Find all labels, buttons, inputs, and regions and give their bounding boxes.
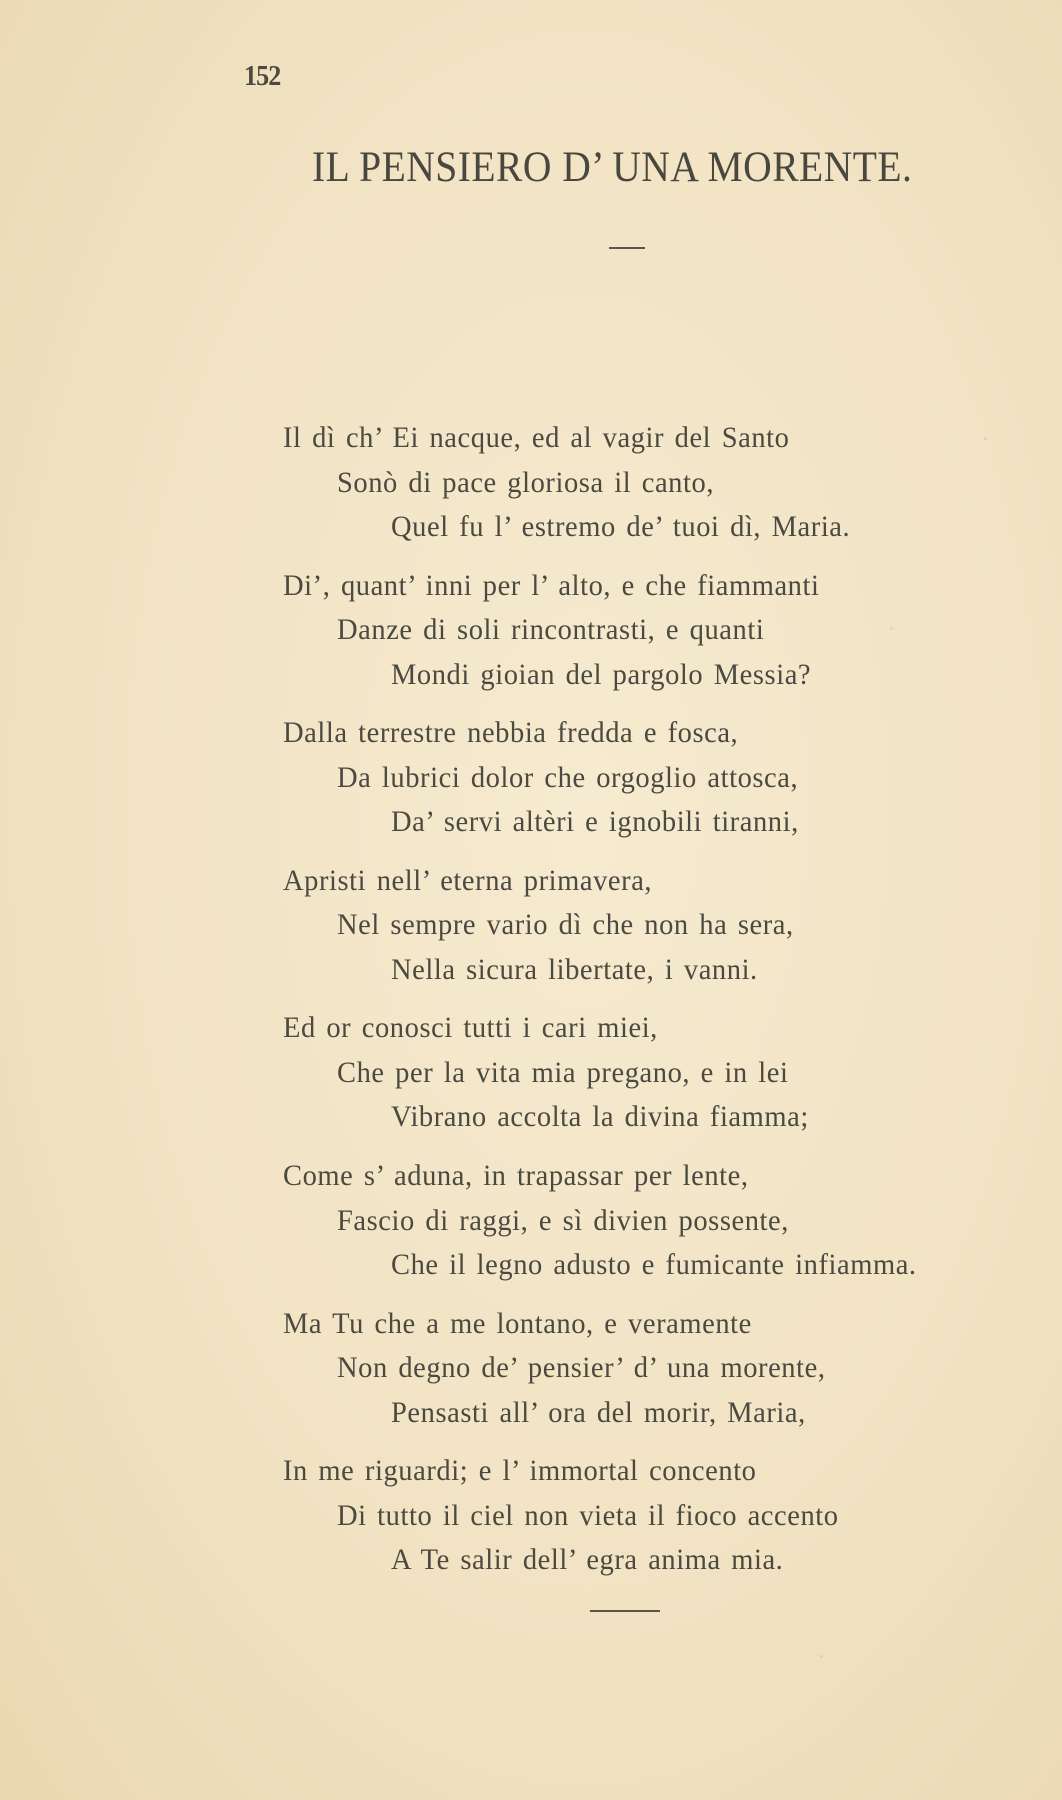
paper-speck [890, 627, 893, 630]
poem-line: In me riguardi; e l’ immortal concento [283, 1454, 757, 1487]
poem-line: Sonò di pace gloriosa il canto, [337, 466, 715, 499]
poem-line: Ed or conosci tutti i cari miei, [283, 1011, 658, 1044]
poem-line: Che il legno adusto e fumicante infiamma. [391, 1248, 917, 1281]
poem-line: Nella sicura libertate, i vanni. [391, 953, 758, 986]
poem-line: Quel fu l’ estremo de’ tuoi dì, Maria. [391, 510, 851, 543]
poem-title: IL PENSIERO D’ UNA MORENTE. [312, 144, 913, 191]
poem-line: A Te salir dell’ egra anima mia. [391, 1543, 784, 1576]
title-separator-rule [609, 247, 645, 249]
paper-speck [820, 1655, 823, 1658]
poem-line: Fascio di raggi, e sì divien possente, [337, 1204, 789, 1237]
poem-line: Il dì ch’ Ei nacque, ed al vagir del Santo [283, 421, 790, 454]
poem-line: Pensasti all’ ora del morir, Maria, [391, 1396, 806, 1429]
poem-line: Dalla terrestre nebbia fredda e fosca, [283, 716, 739, 749]
poem-line: Da lubrici dolor che orgoglio attosca, [337, 761, 799, 794]
poem-line: Che per la vita mia pregano, e in lei [337, 1056, 789, 1089]
poem-line: Nel sempre vario dì che non ha sera, [337, 908, 794, 941]
poem-line: Non degno de’ pensier’ d’ una morente, [337, 1351, 826, 1384]
poem-line: Da’ servi altèri e ignobili tiranni, [391, 805, 799, 838]
poem-line: Ma Tu che a me lontano, e veramente [283, 1307, 752, 1340]
paper-speck [984, 437, 987, 440]
end-rule [590, 1610, 660, 1612]
poem-line: Come s’ aduna, in trapassar per lente, [283, 1159, 749, 1192]
poem-line: Di’, quant’ inni per l’ alto, e che fiammanti [283, 569, 820, 602]
page-number: 152 [244, 60, 281, 92]
poem-line: Danze di soli rincontrasti, e quanti [337, 613, 765, 646]
poem-line: Vibrano accolta la divina fiamma; [391, 1100, 809, 1133]
poem-line: Di tutto il ciel non vieta il fioco accento [337, 1499, 839, 1532]
poem-line: Apristi nell’ eterna primavera, [283, 864, 653, 897]
poem-line: Mondi gioian del pargolo Messia? [391, 658, 812, 691]
